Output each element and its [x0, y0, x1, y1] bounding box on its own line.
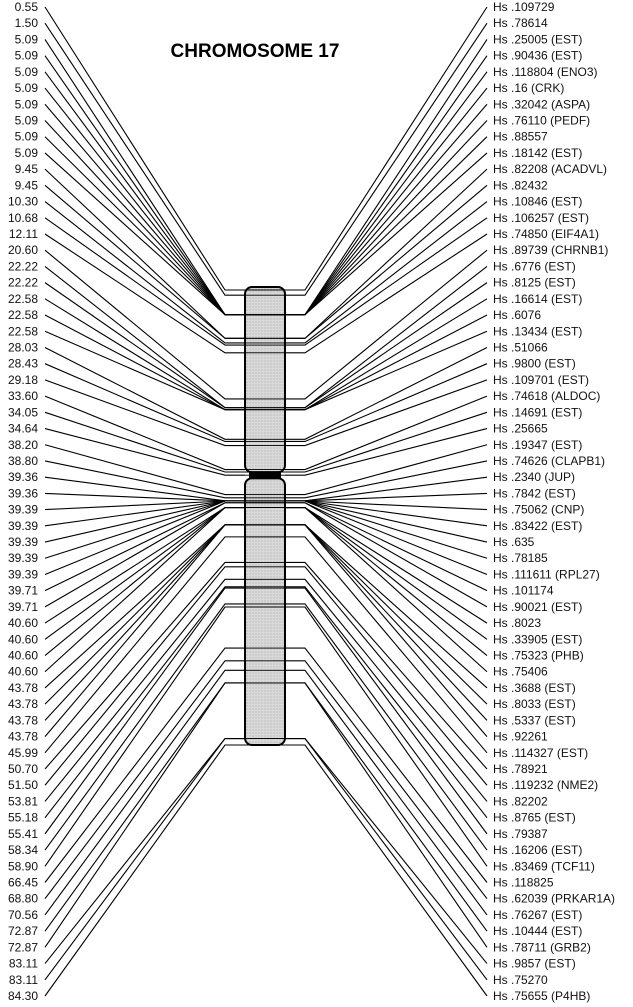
marker-label: Hs .75655 (P4HB) — [493, 989, 591, 1003]
marker-label: Hs .25005 (EST) — [493, 32, 583, 47]
marker-label: Hs .19347 (EST) — [493, 437, 583, 452]
marker-label: Hs .16 (CRK) — [493, 81, 565, 96]
position-label: 83.11 — [8, 972, 38, 987]
connector-left — [45, 739, 245, 964]
marker-label: Hs .82432 — [493, 178, 548, 193]
marker-label: Hs .76267 (EST) — [493, 907, 583, 922]
marker-label: Hs .8765 (EST) — [493, 810, 576, 825]
connector-left — [45, 683, 245, 931]
position-label: 22.22 — [7, 259, 38, 274]
position-label: 34.05 — [7, 405, 38, 420]
position-label: 53.81 — [7, 794, 38, 809]
chromosome-ideogram — [245, 287, 285, 745]
marker-label: Hs .8023 — [493, 616, 542, 631]
position-label: 72.87 — [7, 924, 38, 939]
connector-left — [45, 508, 245, 624]
position-label: 22.58 — [7, 308, 38, 323]
position-label: 39.39 — [7, 567, 38, 582]
position-label: 1.50 — [14, 16, 38, 31]
marker-label: Hs .51066 — [493, 340, 548, 355]
marker-label: Hs .92261 — [493, 729, 548, 744]
connector-right — [285, 525, 487, 704]
marker-label: Hs .75062 (CNP) — [493, 502, 585, 517]
marker-label: Hs .78711 (GRB2) — [493, 940, 591, 955]
position-label: 5.09 — [14, 145, 38, 160]
position-label: 68.80 — [7, 891, 38, 906]
marker-label: Hs .109729 — [493, 0, 555, 14]
marker-label: Hs .32042 (ASPA) — [493, 97, 591, 112]
marker-label: Hs .101174 — [493, 583, 554, 598]
marker-label: Hs .33905 (EST) — [493, 632, 583, 647]
position-label: 40.60 — [7, 648, 38, 663]
marker-label: Hs .635 — [493, 535, 535, 550]
position-label: 10.68 — [7, 210, 38, 225]
connector-left — [45, 525, 245, 721]
position-label: 40.60 — [7, 616, 38, 631]
position-label: 39.36 — [7, 470, 38, 485]
marker-label: Hs .9857 (EST) — [493, 956, 576, 971]
position-label: 22.58 — [7, 291, 38, 306]
position-label: 39.71 — [7, 583, 38, 598]
position-label: 45.99 — [7, 745, 38, 760]
marker-label: Hs .3688 (EST) — [493, 680, 576, 695]
marker-label: Hs .78185 — [493, 551, 548, 566]
connector-left — [45, 120, 245, 314]
position-label: 84.30 — [7, 989, 38, 1003]
position-label: 5.09 — [14, 32, 38, 47]
marker-label: Hs .114327 (EST) — [493, 745, 589, 760]
connector-right — [285, 218, 487, 345]
marker-label: Hs .83422 (EST) — [493, 518, 583, 533]
position-label: 28.03 — [7, 340, 38, 355]
connector-right — [285, 739, 487, 964]
connector-left — [45, 604, 245, 850]
marker-label: Hs .74618 (ALDOC) — [493, 389, 601, 404]
position-label: 43.78 — [7, 680, 38, 695]
marker-label: Hs .2340 (JUP) — [493, 470, 576, 485]
position-label: 9.45 — [14, 178, 38, 193]
marker-label: Hs .16206 (EST) — [493, 843, 583, 858]
connector-left — [45, 380, 245, 446]
position-label: 20.60 — [7, 243, 38, 258]
connector-right — [285, 185, 487, 338]
connector-left — [45, 588, 245, 834]
connector-right — [285, 607, 487, 866]
connector-left — [45, 218, 245, 345]
connector-right — [285, 56, 487, 315]
marker-label: Hs .88557 — [493, 129, 548, 144]
connector-left — [45, 104, 245, 314]
connector-right — [285, 508, 487, 624]
marker-label: Hs .10846 (EST) — [493, 194, 583, 209]
marker-label: Hs .82208 (ACADVL) — [493, 162, 608, 177]
position-label: 58.34 — [7, 843, 38, 858]
connector-right — [285, 104, 487, 314]
connector-left — [45, 562, 245, 769]
position-label: 5.09 — [14, 97, 38, 112]
position-label: 43.78 — [7, 713, 38, 728]
connector-left — [45, 745, 245, 996]
marker-label: Hs .10444 (EST) — [493, 924, 583, 939]
position-label: 43.78 — [7, 729, 38, 744]
marker-label: Hs .76110 (PEDF) — [493, 113, 591, 128]
position-label: 22.22 — [7, 275, 38, 290]
marker-label: Hs .118804 (ENO3) — [493, 64, 598, 79]
connector-left — [45, 347, 245, 439]
marker-label: Hs .119232 (NME2) — [493, 778, 599, 793]
position-label: 66.45 — [7, 875, 38, 890]
position-label: 40.60 — [7, 632, 38, 647]
position-label: 50.70 — [7, 762, 38, 777]
position-label: 39.39 — [7, 518, 38, 533]
position-label: 83.11 — [8, 956, 38, 971]
marker-label: Hs .90021 (EST) — [493, 599, 583, 614]
marker-label: Hs .118825 — [493, 875, 554, 890]
connector-right — [285, 72, 487, 315]
marker-label: Hs .106257 (EST) — [493, 210, 590, 225]
marker-label: Hs .8125 (EST) — [493, 275, 576, 290]
connector-right — [285, 562, 487, 769]
marker-label: Hs .14691 (EST) — [493, 405, 583, 420]
position-label: 34.64 — [7, 421, 38, 436]
position-label: 12.11 — [8, 226, 38, 241]
connector-left — [45, 579, 245, 801]
connector-right — [285, 299, 487, 410]
position-label: 43.78 — [7, 697, 38, 712]
position-label: 5.09 — [14, 81, 38, 96]
marker-label: Hs .109701 (EST) — [493, 372, 590, 387]
position-label: 39.39 — [7, 502, 38, 517]
marker-label: Hs .5337 (EST) — [493, 713, 576, 728]
position-label: 5.09 — [14, 64, 38, 79]
position-label: 5.09 — [14, 48, 38, 63]
marker-label: Hs .78614 — [493, 16, 548, 31]
position-label: 70.56 — [7, 907, 38, 922]
connector-right — [285, 380, 487, 446]
connector-right — [285, 347, 487, 439]
position-label: 38.20 — [7, 437, 38, 452]
position-label: 55.41 — [7, 826, 38, 841]
marker-label: Hs .62039 (PRKAR1A) — [493, 891, 616, 906]
position-label: 58.90 — [7, 859, 38, 874]
connector-left — [45, 299, 245, 410]
position-label: 72.87 — [7, 940, 38, 955]
position-label: 5.09 — [14, 129, 38, 144]
chromosome-q-arm — [245, 478, 285, 745]
marker-label: Hs .25665 — [493, 421, 548, 436]
marker-label: Hs .7842 (EST) — [493, 486, 576, 501]
marker-label: Hs .83469 (TCF11) — [493, 859, 595, 874]
marker-label: Hs .89739 (CHRNB1) — [493, 243, 609, 258]
connector-right — [285, 266, 487, 407]
position-label: 5.09 — [14, 113, 38, 128]
marker-label: Hs .82202 — [493, 794, 548, 809]
marker-label: Hs .74626 (CLAPB1) — [493, 453, 606, 468]
connector-right — [285, 604, 487, 850]
marker-labels — [493, 0, 615, 1003]
connector-right — [285, 445, 487, 495]
position-label: 39.39 — [7, 551, 38, 566]
connector-left — [45, 185, 245, 338]
position-label: 10.30 — [7, 194, 38, 209]
marker-label: Hs .16614 (EST) — [493, 291, 583, 306]
position-label: 39.39 — [7, 535, 38, 550]
connector-right — [285, 745, 487, 996]
connector-left — [45, 266, 245, 407]
position-label: 39.71 — [7, 599, 38, 614]
position-label: 0.55 — [14, 0, 38, 14]
position-label: 51.50 — [7, 778, 38, 793]
marker-label: Hs .9800 (EST) — [493, 356, 576, 371]
marker-label: Hs .13434 (EST) — [493, 324, 583, 339]
position-label: 39.36 — [7, 486, 38, 501]
position-label: 33.60 — [7, 389, 38, 404]
marker-label: Hs .18142 (EST) — [493, 145, 583, 160]
marker-label: Hs .75323 (PHB) — [493, 648, 584, 663]
connector-left — [45, 202, 245, 343]
marker-label: Hs .75406 — [493, 664, 548, 679]
position-label: 38.80 — [7, 453, 38, 468]
position-label: 40.60 — [7, 664, 38, 679]
position-label: 28.43 — [7, 356, 38, 371]
position-labels — [8, 0, 38, 1003]
connector-left — [45, 56, 245, 315]
marker-label: Hs .6076 — [493, 308, 542, 323]
position-label: 55.18 — [7, 810, 38, 825]
marker-label: Hs .8033 (EST) — [493, 697, 576, 712]
connector-right — [285, 683, 487, 931]
connector-left — [45, 607, 245, 866]
marker-label: Hs .111611 (RPL27) — [493, 567, 600, 582]
marker-label: Hs .79387 — [493, 826, 548, 841]
figure-title: CHROMOSOME 17 — [170, 41, 340, 62]
position-label: 29.18 — [7, 372, 38, 387]
marker-label: Hs .6776 (EST) — [493, 259, 576, 274]
marker-label: Hs .75270 — [493, 972, 548, 987]
connector-left — [45, 445, 245, 495]
connector-right — [285, 120, 487, 314]
connector-right — [285, 588, 487, 834]
position-label: 22.58 — [7, 324, 38, 339]
connector-right — [285, 202, 487, 343]
position-label: 9.45 — [14, 162, 38, 177]
marker-label: Hs .78921 — [493, 762, 548, 777]
marker-label: Hs .74850 (EIF4A1) — [493, 226, 600, 241]
marker-label: Hs .90436 (EST) — [493, 48, 583, 63]
